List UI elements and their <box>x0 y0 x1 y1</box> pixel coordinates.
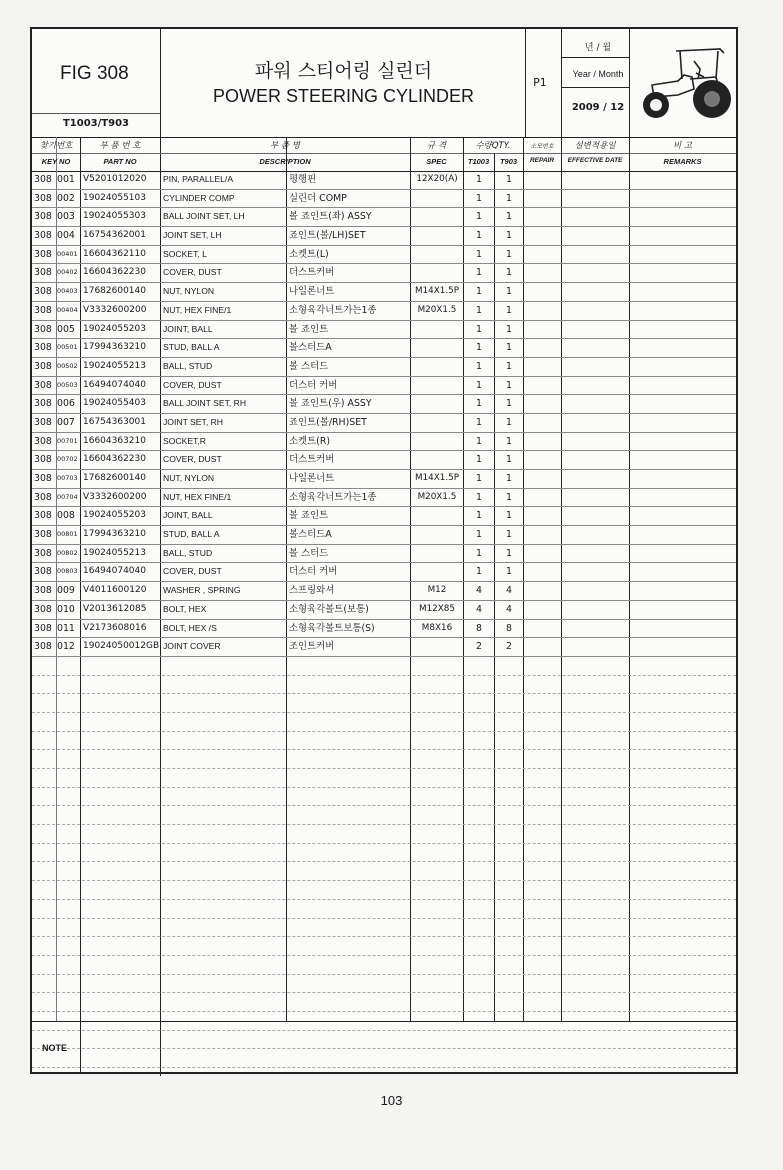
column-desc-ko: 부 품 명 <box>269 141 301 151</box>
table-row <box>32 302 736 321</box>
cell-ko: 소켓트(R) <box>289 435 330 447</box>
divider <box>561 29 562 137</box>
empty-row <box>32 862 736 881</box>
empty-row <box>32 919 736 938</box>
empty-row <box>32 1031 736 1050</box>
cell-ko: 볼 스터드 <box>289 360 329 372</box>
divider <box>32 153 736 154</box>
cell-fig: 308 <box>34 547 52 559</box>
cell-key: 00501 <box>57 343 78 352</box>
cell-desc: COVER, DUST <box>163 566 222 577</box>
cell-key: 009 <box>57 585 75 597</box>
empty-row <box>32 657 736 676</box>
cell-fig: 308 <box>34 230 52 242</box>
cell-part: 16754362001 <box>83 230 146 241</box>
cell-q1: 1 <box>476 566 482 578</box>
table-row <box>32 526 736 545</box>
cell-q2: 1 <box>506 454 512 466</box>
column-part-ko: 부 품 번 호 <box>99 141 141 151</box>
cell-part: 16604362230 <box>83 454 146 465</box>
column-qty2-en: T903 <box>499 157 518 166</box>
cell-q1: 1 <box>476 454 482 466</box>
cell-q2: 1 <box>506 416 512 428</box>
cell-q1: 1 <box>476 360 482 372</box>
cell-desc: BOLT, HEX /S <box>163 622 217 633</box>
parts-sheet <box>30 27 738 1074</box>
cell-q1: 1 <box>476 211 482 223</box>
table-row <box>32 377 736 396</box>
column-effective-en: EFFECTIVE DATE <box>567 157 623 164</box>
column-effective-ko: 설변적용일 <box>574 141 616 151</box>
cell-key: 00402 <box>57 268 78 277</box>
title-english: POWER STEERING CYLINDER <box>212 86 475 106</box>
cell-key: 005 <box>57 323 75 335</box>
cell-part: 19024055213 <box>83 360 146 371</box>
cell-q2: 1 <box>506 248 512 260</box>
cell-fig: 308 <box>34 267 52 279</box>
cell-part: V3332600200 <box>83 304 147 315</box>
cell-ko: 볼 죠인트 <box>289 323 329 335</box>
table-row <box>32 227 736 246</box>
model-code: T1003/T903 <box>62 118 129 129</box>
cell-fig: 308 <box>34 454 52 466</box>
cell-q1: 1 <box>476 510 482 522</box>
cell-fig: 308 <box>34 398 52 410</box>
figure-number: FIG 308 <box>60 63 129 84</box>
cell-key: 00703 <box>57 474 78 482</box>
cell-desc: JOINT, BALL <box>163 323 213 334</box>
table-row <box>32 414 736 433</box>
cell-key: 011 <box>57 622 75 634</box>
cell-ko: 소형육각볼트(보통) <box>289 603 369 615</box>
cell-key: 00401 <box>57 249 78 258</box>
cell-q2: 1 <box>506 491 512 503</box>
cell-desc: STUD, BALL A <box>163 529 220 540</box>
empty-row <box>32 769 736 788</box>
cell-spec: M20X1.5 <box>417 491 457 502</box>
cell-fig: 308 <box>34 622 52 634</box>
divider <box>32 1021 736 1022</box>
cell-part: 16604362230 <box>83 267 146 278</box>
cell-desc: COVER, DUST <box>163 454 222 465</box>
cell-desc: NUT, HEX FINE/1 <box>163 304 232 315</box>
table-row <box>32 638 736 657</box>
cell-q1: 4 <box>476 585 482 597</box>
cell-q2: 1 <box>506 211 512 223</box>
table-row <box>32 601 736 620</box>
cell-key: 012 <box>57 641 75 653</box>
cell-q1: 8 <box>476 622 482 634</box>
page-code: P1 <box>533 76 547 89</box>
cell-desc: NUT, NYLON <box>163 286 215 297</box>
table-row <box>32 321 736 340</box>
cell-q1: 1 <box>476 379 482 391</box>
table-row <box>32 190 736 209</box>
cell-q2: 1 <box>506 286 512 298</box>
cell-part: 19024050012GB <box>83 641 160 652</box>
column-key-en: KEY NO <box>41 157 71 166</box>
table-row <box>32 489 736 508</box>
empty-row <box>32 676 736 695</box>
cell-q1: 1 <box>476 491 482 503</box>
cell-q1: 2 <box>476 641 482 653</box>
empty-row <box>32 806 736 825</box>
cell-q2: 1 <box>506 435 512 447</box>
divider <box>80 1021 81 1072</box>
cell-desc: COVER, DUST <box>163 267 222 278</box>
cell-spec: M8X16 <box>421 622 453 633</box>
cell-ko: 볼스터드A <box>289 342 332 354</box>
cell-key: 010 <box>57 603 75 615</box>
cell-key: 00502 <box>57 361 78 370</box>
cell-key: 003 <box>57 211 75 223</box>
cell-ko: 조인트커버 <box>289 641 335 653</box>
note-label: NOTE <box>42 1043 68 1053</box>
cell-desc: JOINT SET, RH <box>163 416 224 427</box>
cell-desc: WASHER , SPRING <box>163 585 241 596</box>
cell-q1: 1 <box>476 529 482 541</box>
cell-ko: 실린더 COMP <box>289 192 347 204</box>
cell-part: V2013612085 <box>83 603 147 614</box>
cell-spec: M14X1.5P <box>414 286 460 297</box>
cell-ko: 볼 죠인트 <box>289 510 329 522</box>
cell-q2: 1 <box>506 230 512 242</box>
cell-fig: 308 <box>34 248 52 260</box>
cell-key: 00702 <box>57 455 78 464</box>
cell-desc: NUT, HEX FINE/1 <box>163 491 232 502</box>
cell-key: 00503 <box>57 380 78 389</box>
cell-q2: 1 <box>506 566 512 578</box>
table-row <box>32 395 736 414</box>
cell-desc: SOCKET,R <box>163 435 206 446</box>
cell-key: 00802 <box>57 548 78 557</box>
cell-ko: 스프링와셔 <box>289 585 335 597</box>
cell-part: 16494074040 <box>83 379 146 390</box>
cell-q1: 1 <box>476 230 482 242</box>
table-row <box>32 339 736 358</box>
column-spec-en: SPEC <box>426 157 447 166</box>
cell-q1: 1 <box>476 267 482 279</box>
table-row <box>32 283 736 302</box>
empty-row <box>32 956 736 975</box>
table-row <box>32 563 736 582</box>
cell-ko: 소형육각너트가는1종 <box>289 304 377 316</box>
column-remarks-ko: 비 고 <box>672 141 693 151</box>
divider <box>561 87 629 88</box>
empty-row <box>32 713 736 732</box>
table-row <box>32 433 736 452</box>
cell-fig: 308 <box>34 641 52 653</box>
table-row <box>32 582 736 601</box>
cell-fig: 308 <box>34 566 52 578</box>
cell-q1: 1 <box>476 192 482 204</box>
cell-part: 16604362110 <box>83 248 146 259</box>
cell-desc: CYLINDER COMP <box>163 192 235 203</box>
cell-q1: 1 <box>476 398 482 410</box>
cell-part: 19024055203 <box>83 323 146 334</box>
table-row <box>32 246 736 265</box>
cell-ko: 죠인트(볼/LH)SET <box>289 230 366 242</box>
cell-ko: 소형육각너트가는1종 <box>289 491 377 503</box>
empty-row <box>32 900 736 919</box>
cell-desc: COVER, DUST <box>163 379 222 390</box>
cell-desc: BALL, STUD <box>163 360 213 371</box>
cell-key: 001 <box>57 174 75 185</box>
cell-desc: BALL, STUD <box>163 547 213 558</box>
cell-desc: NUT, NYLON <box>163 473 215 483</box>
cell-part: V2173608016 <box>83 622 147 633</box>
cell-key: 004 <box>57 230 75 242</box>
year-month-korean: 년 / 월 <box>584 43 612 53</box>
cell-key: 00701 <box>57 436 78 445</box>
cell-part: 16754363001 <box>83 416 146 427</box>
cell-key: 002 <box>57 192 75 204</box>
cell-desc: JOINT, BALL <box>163 510 213 521</box>
cell-q2: 1 <box>506 379 512 391</box>
column-key-ko: 찾기번호 <box>39 141 73 151</box>
empty-row <box>32 975 736 994</box>
cell-part: V5201012020 <box>83 174 147 184</box>
cell-part: 19024055103 <box>83 192 146 203</box>
cell-key: 00404 <box>57 305 78 314</box>
cell-ko: 볼 죠인트(우) ASSY <box>289 398 372 410</box>
year-month-english: Year / Month <box>572 69 624 79</box>
cell-spec: M14X1.5P <box>414 473 460 483</box>
cell-fig: 308 <box>34 286 52 298</box>
cell-q1: 4 <box>476 603 482 615</box>
tractor-icon <box>632 39 734 129</box>
empty-row <box>32 750 736 769</box>
column-remarks-en: REMARKS <box>663 157 702 166</box>
cell-part: 17994363210 <box>83 342 146 353</box>
year-month-value: 2009 / 12 <box>571 102 625 113</box>
empty-row <box>32 1049 736 1068</box>
table-row <box>32 171 736 190</box>
cell-q1: 1 <box>476 435 482 447</box>
cell-part: V4011600120 <box>83 585 147 596</box>
cell-fig: 308 <box>34 585 52 597</box>
divider <box>561 57 629 58</box>
table-row <box>32 470 736 489</box>
table-row <box>32 507 736 526</box>
table-row <box>32 620 736 639</box>
empty-row <box>32 825 736 844</box>
cell-fig: 308 <box>34 192 52 204</box>
cell-ko: 볼스터드A <box>289 529 332 541</box>
cell-q2: 1 <box>506 473 512 484</box>
cell-fig: 308 <box>34 323 52 335</box>
cell-q1: 1 <box>476 286 482 298</box>
table-row <box>32 208 736 227</box>
cell-ko: 더스트커버 <box>289 454 335 466</box>
cell-ko: 죠인트(볼/RH)SET <box>289 416 367 428</box>
cell-ko: 더스트커버 <box>289 267 335 279</box>
cell-fig: 308 <box>34 435 52 447</box>
cell-q2: 1 <box>506 510 512 522</box>
cell-part: 16494074040 <box>83 566 146 577</box>
cell-ko: 볼 죠인트(좌) ASSY <box>289 211 372 223</box>
cell-ko: 나일론너트 <box>289 286 335 298</box>
cell-key: 00704 <box>57 492 78 501</box>
cell-q2: 1 <box>506 174 512 185</box>
cell-fig: 308 <box>34 342 52 354</box>
cell-desc: PIN, PARALLEL/A <box>163 174 234 184</box>
empty-row <box>32 844 736 863</box>
empty-row <box>32 788 736 807</box>
cell-ko: 더스터 커버 <box>289 379 338 391</box>
cell-part: 17994363210 <box>83 529 146 540</box>
divider <box>32 137 736 138</box>
cell-q1: 1 <box>476 473 482 484</box>
cell-part: 16604363210 <box>83 435 146 446</box>
cell-spec: 12X20(A) <box>416 174 458 184</box>
cell-part: V3332600200 <box>83 491 147 502</box>
cell-fig: 308 <box>34 491 52 503</box>
cell-ko: 소형육각볼트보통(S) <box>289 622 375 634</box>
cell-key: 00403 <box>57 287 78 296</box>
empty-row <box>32 937 736 956</box>
cell-spec: M12 <box>427 585 447 596</box>
cell-part: 19024055213 <box>83 547 146 558</box>
cell-ko: 나일론너트 <box>289 473 335 484</box>
cell-part: 17682600140 <box>83 286 146 297</box>
cell-desc: BALL JOINT SET, RH <box>163 398 247 409</box>
cell-q2: 1 <box>506 398 512 410</box>
column-desc-en: DESCRIPTION <box>259 157 311 166</box>
cell-fig: 308 <box>34 304 52 316</box>
cell-q2: 1 <box>506 267 512 279</box>
cell-part: 19024055403 <box>83 398 146 409</box>
table-row <box>32 358 736 377</box>
cell-q2: 1 <box>506 529 512 541</box>
cell-ko: 볼 스터드 <box>289 547 329 559</box>
cell-desc: JOINT COVER <box>163 641 221 652</box>
column-repair-ko: 소모번호 <box>530 143 554 150</box>
cell-fig: 308 <box>34 416 52 428</box>
cell-fig: 308 <box>34 211 52 223</box>
cell-fig: 308 <box>34 529 52 541</box>
cell-part: 19024055303 <box>83 211 146 222</box>
column-spec-ko: 규 격 <box>426 141 447 151</box>
cell-key: 006 <box>57 398 75 410</box>
cell-fig: 308 <box>34 379 52 391</box>
cell-q2: 1 <box>506 342 512 354</box>
cell-fig: 308 <box>34 603 52 615</box>
cell-q2: 4 <box>506 585 512 597</box>
empty-row <box>32 993 736 1012</box>
table-row <box>32 264 736 283</box>
cell-ko: 더스터 커버 <box>289 566 338 578</box>
table-row <box>32 451 736 470</box>
cell-spec: M20X1.5 <box>417 304 457 315</box>
column-qty-ko: 수량QTY. <box>475 141 511 151</box>
cell-q1: 1 <box>476 547 482 559</box>
cell-q1: 1 <box>476 416 482 428</box>
cell-part: 17682600140 <box>83 473 146 483</box>
table-row <box>32 545 736 564</box>
cell-desc: STUD, BALL A <box>163 342 220 353</box>
cell-q2: 1 <box>506 547 512 559</box>
cell-fig: 308 <box>34 174 52 185</box>
cell-q2: 1 <box>506 360 512 372</box>
cell-desc: BOLT, HEX <box>163 603 207 614</box>
cell-key: 008 <box>57 510 75 522</box>
empty-row <box>32 881 736 900</box>
page-number: 103 <box>380 1093 403 1108</box>
cell-key: 00801 <box>57 530 78 539</box>
cell-desc: SOCKET, L <box>163 248 207 259</box>
cell-q2: 2 <box>506 641 512 653</box>
cell-part: 19024055203 <box>83 510 146 521</box>
cell-ko: 평행핀 <box>289 174 317 185</box>
cell-q2: 4 <box>506 603 512 615</box>
cell-q1: 1 <box>476 304 482 316</box>
cell-q2: 1 <box>506 323 512 335</box>
cell-q1: 1 <box>476 323 482 335</box>
column-repair-en: REPAIR <box>529 157 555 164</box>
cell-key: 007 <box>57 416 75 428</box>
cell-q1: 1 <box>476 248 482 260</box>
cell-ko: 소켓트(L) <box>289 248 329 260</box>
cell-q2: 1 <box>506 304 512 316</box>
cell-q1: 1 <box>476 342 482 354</box>
empty-row <box>32 732 736 751</box>
cell-q1: 1 <box>476 174 482 185</box>
cell-desc: JOINT SET, LH <box>163 230 222 241</box>
cell-q2: 1 <box>506 192 512 204</box>
column-part-en: PART NO <box>103 157 137 166</box>
cell-fig: 308 <box>34 473 52 484</box>
cell-key: 00803 <box>57 567 78 576</box>
cell-q2: 8 <box>506 622 512 634</box>
column-qty1-en: T1003 <box>467 157 490 166</box>
cell-fig: 308 <box>34 360 52 372</box>
parts-table-body <box>32 171 736 1068</box>
cell-fig: 308 <box>34 510 52 522</box>
cell-desc: BALL JOINT SET, LH <box>163 211 245 222</box>
divider <box>32 113 160 114</box>
title-korean: 파워 스티어링 실린더 <box>254 60 433 82</box>
empty-row <box>32 694 736 713</box>
cell-spec: M12X85 <box>418 603 455 614</box>
